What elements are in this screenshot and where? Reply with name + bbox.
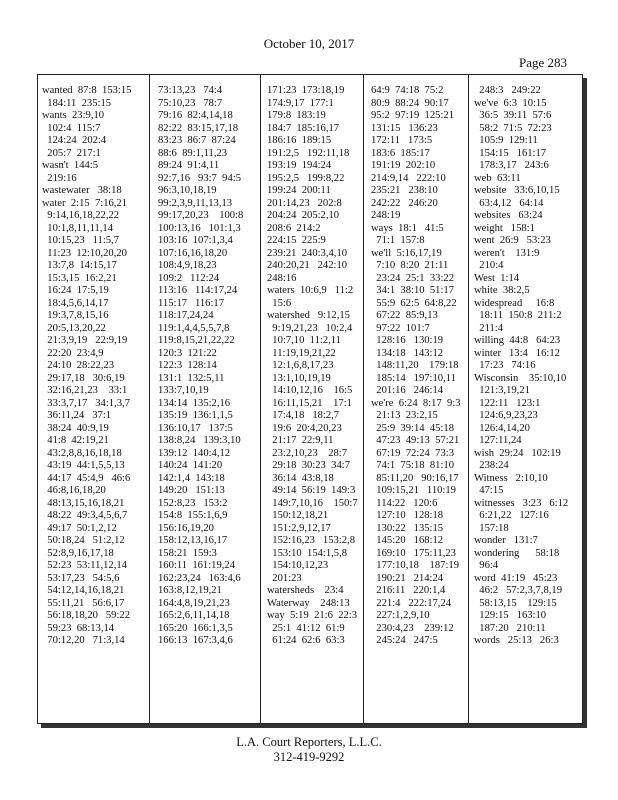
index-entry-line: 61:24 62:6 63:3: [267, 635, 345, 646]
index-entry-line: white 38:2,5: [474, 285, 530, 296]
index-entry-line: 145:20 168:12: [371, 535, 444, 546]
index-entry-line: 219:16: [42, 172, 77, 184]
index-entry-line: 63:4,12 64:14: [474, 197, 544, 209]
index-entry-line: 13:7,8 14:15,17: [42, 260, 117, 271]
index-entry-line: 96:4: [474, 560, 499, 571]
index-entry-line: 240:20,21 242:10: [267, 260, 348, 271]
index-entry-line: 48:13,15,16,18,21: [42, 497, 125, 509]
index-entry-line: 55:9 62:5 64:8,22: [371, 297, 457, 309]
index-entry-line: 105:9 129:11: [474, 135, 538, 146]
index-entry-line: 21:17 22:9,11: [267, 435, 334, 446]
index-entry-line: 248:19: [371, 210, 401, 221]
index-entry-line: 54:12,14,16,18,21: [42, 585, 125, 596]
index-entry-line: wonder 131:7: [474, 535, 538, 546]
index-entry-line: 17:4,18 18:2,7: [267, 410, 340, 421]
index-entry-line: 59:23 68:13,14: [42, 622, 115, 634]
index-entry-line: 49:17 50:1,2,12: [42, 522, 117, 534]
index-entry-line: 165:2,6,11,14,18: [158, 610, 230, 621]
index-entry-line: 152:16,23 153:2,8: [267, 535, 355, 546]
index-entry-line: 18:11 150:8 211:2: [474, 310, 562, 321]
index-entry-line: 139:12 140:4,12: [158, 447, 231, 459]
index-entry-line: 96:3,10,18,19: [158, 185, 217, 196]
index-entry-line: 103:16 107:1,3,4: [158, 235, 233, 246]
index-entry-line: 186:16 189:15: [267, 135, 332, 146]
index-entry-line: witnesses 3:23 6:12: [474, 497, 569, 509]
index-entry-line: water 2:15 7:16,21: [42, 197, 128, 209]
index-entry-line: 158:21 159:3: [158, 547, 217, 559]
index-entry-line: 73:13,23 74:4: [158, 85, 223, 96]
index-entry-line: wants 23:9,10: [42, 110, 105, 121]
index-entry-line: 74:1 75:18 81:10: [371, 460, 454, 471]
index-entry-line: 102:4 115:7: [42, 122, 101, 134]
index-column-4: [371, 85, 471, 717]
index-column-3: [267, 85, 371, 717]
index-entry-line: 151:2,9,12,17: [267, 522, 331, 534]
index-entry-line: 50:18,24 51:2,12: [42, 535, 125, 546]
index-entry-line: 82:22 83:15,17,18: [158, 122, 239, 134]
index-entry-line: 164:4,8,19,21,23: [158, 597, 230, 609]
index-entry-line: went 26:9 53:23: [474, 235, 551, 246]
index-entry-line: 174:9,17 177:1: [267, 97, 334, 109]
index-entry-line: 248:3 249:22: [474, 85, 541, 96]
index-entry-line: 15:6: [267, 297, 292, 309]
index-entry-line: 154:8 155:1,6,9: [158, 510, 228, 521]
index-entry-line: 49:14 56:19 149:3: [267, 485, 356, 496]
index-entry-line: 58:13,15 129:15: [474, 597, 557, 609]
index-entry-line: 23:2,10,23 28:7: [267, 447, 348, 459]
index-entry-line: 122:11 123:1: [474, 397, 541, 409]
index-entry-line: 242:22 246:20: [371, 197, 438, 209]
index-entry-line: 224:15 225:9: [267, 235, 326, 246]
index-entry-line: 11:23 12:10,20,20: [42, 247, 127, 259]
index-entry-line: 211:4: [474, 322, 504, 334]
index-entry-line: 195:2,5 199:8,22: [267, 172, 345, 184]
index-entry-line: wasn't 144:5: [42, 160, 99, 171]
index-entry-line: 119:8,15,21,22,22: [158, 335, 235, 346]
index-entry-line: weight 158:1: [474, 222, 535, 234]
index-entry-line: 177:10,18 187:19: [371, 560, 459, 571]
index-entry-line: wanted 87:8 153:15: [42, 85, 132, 96]
index-entry-line: wastewater 38:18: [42, 185, 122, 196]
index-entry-line: 127:10 128:18: [371, 510, 444, 521]
index-entry-line: 160:11 161:19,24: [158, 560, 236, 571]
index-entry-line: 67:22 85:9,13: [371, 310, 438, 321]
index-entry-line: 14:10,12,16 16:5: [267, 385, 353, 396]
index-entry-line: 56:18,18,20 59:22: [42, 610, 130, 621]
index-entry-line: 70:12,20 71:3,14: [42, 635, 125, 646]
index-entry-line: 126:4,14,20: [474, 422, 530, 434]
index-entry-line: we've 6:3 10:15: [474, 97, 547, 109]
index-entry-line: 24:10 28:22,23: [42, 360, 115, 371]
index-entry-line: 184:7 185:16,17: [267, 122, 340, 134]
index-entry-line: 10:15,23 11:5,7: [42, 235, 120, 246]
index-entry-line: 133:7,10,19: [158, 385, 209, 396]
index-entry-line: 142:1,4 143:18: [158, 472, 225, 484]
index-entry-line: 238:24: [474, 460, 509, 471]
index-entry-line: waters 10:6,9 11:2: [267, 285, 354, 296]
index-entry-line: widespread 16:8: [474, 297, 555, 309]
index-entry-line: 92:7,16 93:7 94:5: [158, 172, 241, 184]
index-entry-line: 34:1 38:10 51:17: [371, 285, 454, 296]
index-entry-line: 140:24 141:20: [158, 460, 223, 471]
index-entry-line: 148:11,20 179:18: [371, 360, 459, 371]
index-entry-line: 43:19 44:1,5,5,13: [42, 460, 125, 471]
index-entry-line: web 63:11: [474, 172, 521, 184]
index-entry-line: 100:13,16 101:1,3: [158, 222, 241, 234]
index-entry-line: 7:10 8:20 21:11: [371, 260, 449, 271]
index-column-5: [474, 85, 578, 717]
index-entry-line: 171:23 173:18,19: [267, 85, 345, 96]
index-entry-line: 169:10 175:11,23: [371, 547, 456, 559]
index-entry-line: 33:3,7,17 34:1,3,7: [42, 397, 130, 409]
index-entry-line: Wisconsin 35:10,10: [474, 372, 567, 384]
index-entry-line: 129:15 163:10: [474, 610, 547, 621]
index-entry-line: 43:2,8,8,16,18,18: [42, 447, 122, 459]
index-entry-line: 88:6 89:1,11,23: [158, 147, 228, 159]
index-entry-line: 172:11 173:5: [371, 135, 433, 146]
index-entry-line: 109:15,21 110:19: [371, 485, 456, 496]
index-entry-line: 36:11,24 37:1: [42, 410, 112, 421]
index-entry-line: 25:1 41:12 61:9: [267, 622, 345, 634]
index-entry-line: watersheds 23:4: [267, 585, 344, 596]
index-entry-line: 115:17 116:17: [158, 297, 225, 309]
index-entry-line: 52:8,9,16,17,18: [42, 547, 114, 559]
index-entry-line: wondering 58:18: [474, 547, 560, 559]
index-entry-line: 46:2 57:2,3,7,8,19: [474, 585, 562, 596]
index-entry-line: 16:24 17:5,19: [42, 285, 109, 296]
index-entry-line: 157:18: [474, 522, 509, 534]
index-entry-line: 201:23: [267, 572, 302, 584]
index-entry-line: 18:4,5,6,14,17: [42, 297, 109, 309]
index-entry-line: 47:15: [474, 485, 504, 496]
index-entry-line: we'll 5:16,17,19: [371, 247, 442, 259]
index-entry-line: 183:6 185:17: [371, 147, 430, 159]
index-entry-line: 227:1,2,9,10: [371, 610, 430, 621]
index-entry-line: 190:21 214:24: [371, 572, 444, 584]
index-entry-line: 109:2 112:24: [158, 272, 220, 284]
index-entry-line: 48:22 49:3,4,5,6,7: [42, 510, 128, 521]
index-entry-line: 230:4,23 239:12: [371, 622, 454, 634]
index-entry-line: 9:19,21,23 10:2,4: [267, 322, 353, 334]
index-entry-line: 191:2,5 192:11,18: [267, 147, 350, 159]
index-entry-line: 216:11 220:1,4: [371, 585, 446, 596]
index-entry-line: 248:16: [267, 272, 297, 284]
index-entry-line: 124:24 202:4: [42, 135, 107, 146]
index-entry-line: 179:8 183:19: [267, 110, 326, 121]
index-entry-line: 22:20 23:4,9: [42, 347, 104, 359]
index-column-2: [158, 85, 261, 717]
index-entry-line: 15:3,15 16:2,21: [42, 272, 117, 284]
index-entry-line: 25:9 39:14 45:18: [371, 422, 454, 434]
index-entry-line: 118:17,24,24: [158, 310, 214, 321]
index-entry-line: 13:1,10,19,19: [267, 372, 331, 384]
index-entry-line: weren't 131:9: [474, 247, 540, 259]
index-entry-line: 119:1,4,4,5,5,7,8: [158, 322, 230, 334]
index-entry-line: 9:14,16,18,22,22: [42, 210, 120, 221]
index-entry-line: watershed 9:12,15: [267, 310, 350, 321]
index-entry-line: 67:19 72:24 73:3: [371, 447, 454, 459]
index-entry-line: 204:24 205:2,10: [267, 210, 340, 221]
reporter-company: L.A. Court Reporters, L.L.C.: [236, 735, 382, 749]
index-entry-line: 185:14 197:10,11: [371, 372, 456, 384]
index-entry-line: 36:5 39:11 57:6: [474, 110, 552, 121]
index-entry-line: 130:22 135:15: [371, 522, 444, 534]
index-entry-line: 38:24 40:9,19: [42, 422, 109, 434]
index-entry-line: we're 6:24 8:17 9:3: [371, 397, 461, 409]
index-entry-line: 138:8,24 139:3,10: [158, 435, 241, 446]
index-entry-line: 131:15 136:23: [371, 122, 438, 134]
index-entry-line: 162:23,24 163:4,6: [158, 572, 241, 584]
index-entry-line: 166:13 167:3,4,6: [158, 635, 233, 646]
index-entry-line: 114:22 120:6: [371, 497, 438, 509]
index-entry-line: 245:24 247:5: [371, 635, 438, 646]
index-entry-line: 127:11,24: [474, 435, 522, 446]
index-entry-line: 107:16,16,18,20: [158, 247, 228, 259]
index-entry-line: 10:1,8,11,11,14: [42, 222, 114, 234]
index-entry-line: 71:1 157:8: [371, 235, 425, 246]
index-entry-line: 221:4 222:17,24: [371, 597, 452, 609]
index-entry-line: 79:16 82:4,14,18: [158, 110, 233, 121]
index-entry-line: 80:9 88:24 90:17: [371, 97, 449, 109]
index-entry-line: 205:7 217:1: [42, 147, 101, 159]
index-entry-line: 89:24 91:4,11: [158, 160, 220, 171]
index-entry-line: 153:10 154:1,5,8: [267, 547, 348, 559]
index-entry-line: 128:16 130:19: [371, 335, 444, 346]
index-entry-line: 235:21 238:10: [371, 185, 438, 196]
index-entry-line: 199:24 200:11: [267, 185, 331, 196]
index-entry-line: 6:21,22 127:16: [474, 510, 549, 521]
index-entry-line: 214:9,14 222:10: [371, 172, 446, 184]
column-divider: [363, 75, 364, 723]
index-entry-line: 201:14,23 202:8: [267, 197, 342, 209]
index-entry-line: 149:7,10,16 150:7: [267, 497, 358, 509]
index-entry-line: 44:17 45:4,9 46:6: [42, 472, 131, 484]
index-entry-line: 108:4,9,18,23: [158, 260, 217, 271]
index-entry-line: 10:7,10 11:2,11: [267, 335, 341, 346]
index-entry-line: 131:1 132:5,11: [158, 372, 225, 384]
index-entry-line: 12:1,6,8,17,23: [267, 360, 334, 371]
page-number: Page 283: [518, 55, 567, 70]
index-entry-line: Waterway 248:13: [267, 597, 350, 609]
index-entry-line: 75:10,23 78:7: [158, 97, 223, 109]
reporter-phone: 312-419-9292: [273, 750, 345, 764]
index-entry-line: 21:3,9,19 22:9,19: [42, 335, 128, 346]
index-entry-line: 113:16 114:17,24: [158, 285, 238, 296]
index-entry-line: 208:6 214:2: [267, 222, 321, 234]
column-divider: [149, 75, 150, 723]
transcript-date: October 10, 2017: [263, 36, 355, 51]
index-entry-line: 122:3 128:14: [158, 360, 217, 371]
index-entry-line: 156:16,19,20: [158, 522, 214, 534]
index-entry-line: 83:23 86:7 87:24: [158, 135, 236, 146]
index-entry-line: winter 13:4 16:12: [474, 347, 560, 359]
index-entry-line: 152:8,23 153:2: [158, 497, 228, 509]
column-divider: [468, 75, 469, 723]
index-entry-line: 99:2,3,9,11,13,13: [158, 197, 233, 209]
index-entry-line: 239:21 240:3,4,10: [267, 247, 348, 259]
index-entry-line: 85:11,20 90:16,17: [371, 472, 459, 484]
index-entry-line: way 5:19 21:6 22:3: [267, 610, 358, 621]
index-entry-line: 184:11 235:15: [42, 97, 112, 109]
index-entry-line: Witness 2:10,10: [474, 472, 548, 484]
index-entry-line: ways 18:1 41:5: [371, 222, 444, 234]
index-entry-line: 55:11,21 56:6,17: [42, 597, 125, 609]
index-column-1: [42, 85, 144, 717]
index-entry-line: 154:10,12,23: [267, 560, 329, 571]
index-entry-line: 53:17,23 54:5,6: [42, 572, 120, 584]
index-entry-line: 193:19 194:24: [267, 160, 332, 171]
index-entry-line: 23:24 25:1 33:22: [371, 272, 454, 284]
index-entry-line: 46:8,16,18,20: [42, 485, 106, 496]
index-entry-line: 95:2 97:19 125:21: [371, 110, 454, 121]
index-entry-line: 20:5,13,20,22: [42, 322, 106, 334]
index-entry-line: 47:23 49:13 57:21: [371, 435, 460, 446]
index-entry-line: 52:23 53:11,12,14: [42, 560, 127, 571]
index-entry-line: 29:18 30:23 34:7: [267, 460, 350, 471]
index-entry-line: 210:4: [474, 260, 504, 271]
index-entry-line: words 25:13 26:3: [474, 635, 559, 646]
index-entry-line: 163:8,12,19,21: [158, 585, 222, 596]
word-index-box: [37, 74, 583, 724]
index-entry-line: 11:19,19,21,22: [267, 347, 336, 359]
index-entry-line: 121:3,19,21: [474, 385, 530, 396]
index-entry-line: 99:17,20,23 100:8: [158, 210, 244, 221]
index-entry-line: 158:12,13,16,17: [158, 535, 228, 546]
index-entry-line: 191:19 202:10: [371, 160, 436, 171]
index-entry-line: 19:6 20:4,20,23: [267, 422, 342, 434]
index-entry-line: West 1:14: [474, 272, 520, 284]
index-entry-line: 16:11,15,21 17:1: [267, 397, 352, 409]
index-entry-line: 187:20 210:11: [474, 622, 546, 634]
index-entry-line: 17:23 74:16: [474, 360, 536, 371]
index-entry-line: 19:3,7,8,15,16: [42, 310, 109, 321]
index-entry-line: wish 29:24 102:19: [474, 447, 561, 459]
index-entry-line: 58:2 71:5 72:23: [474, 122, 552, 134]
index-entry-line: willing 44:8 64:23: [474, 335, 561, 346]
index-entry-line: 97:22 101:7: [371, 322, 430, 334]
index-entry-line: 64:9 74:18 75:2: [371, 85, 444, 96]
index-entry-line: 135:19 136:1,1,5: [158, 410, 233, 421]
index-entry-line: 29:17,18 30:6,19: [42, 372, 125, 384]
index-entry-line: 136:10,17 137:5: [158, 422, 233, 434]
index-entry-line: 149:20 151:13: [158, 485, 225, 496]
index-entry-line: 178:3,17 243:6: [474, 160, 549, 171]
index-entry-line: 36:14 43:8,18: [267, 472, 334, 484]
index-entry-line: 134:18 143:12: [371, 347, 444, 359]
index-entry-line: 124:6,9,23,23: [474, 410, 538, 421]
index-entry-line: 120:3 121:22: [158, 347, 217, 359]
index-entry-line: 21:13 23:2,15: [371, 410, 438, 421]
index-entry-line: 201:16 246:14: [371, 385, 444, 396]
index-entry-line: 154:15 161:17: [474, 147, 547, 159]
index-entry-line: website 33:6,10,15: [474, 185, 560, 196]
index-entry-line: 134:14 135:2,16: [158, 397, 231, 409]
index-entry-line: 165:20 166:1,3,5: [158, 622, 233, 634]
index-entry-line: 41:8 42:19,21: [42, 435, 109, 446]
index-entry-line: websites 63:24: [474, 210, 543, 221]
column-divider: [260, 75, 261, 723]
index-entry-line: 32:16,21,23 33:1: [42, 385, 128, 396]
index-entry-line: 150:12,18,21: [267, 510, 329, 521]
index-entry-line: word 41:19 45:23: [474, 572, 558, 584]
